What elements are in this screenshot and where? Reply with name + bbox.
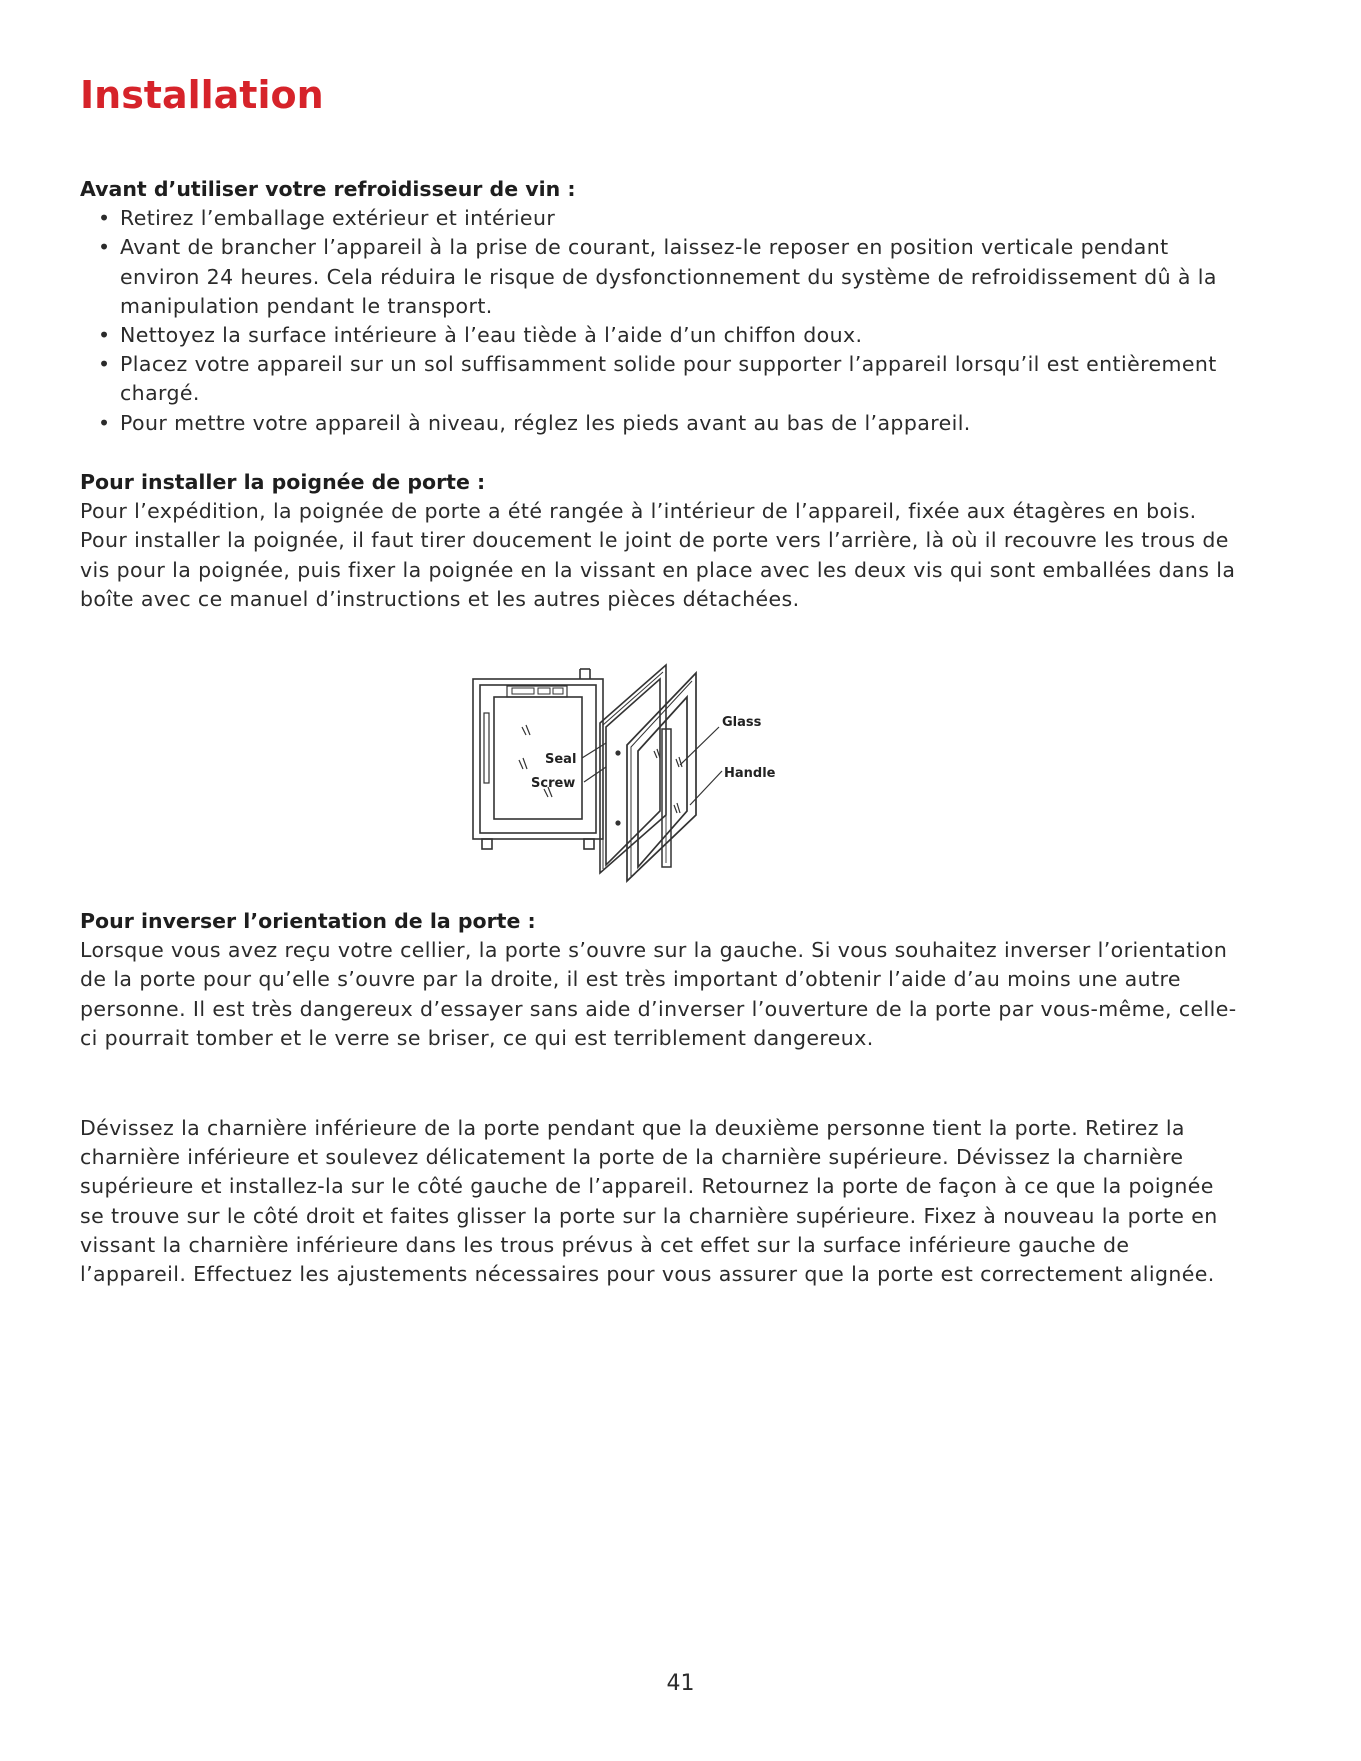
before-use-list: [80, 204, 1240, 438]
section-before-use: [80, 175, 1240, 438]
page-title: Installation: [80, 73, 324, 117]
screw-label: Screw: [531, 776, 576, 791]
handle-label: Handle: [724, 766, 776, 781]
section-reverse-steps: [80, 1114, 1240, 1289]
reverse-steps-paragraph: Dévissez la charnière inférieure de la porte pendant que la deuxième personne tient la porte. Retirez la charnière inférieure et soulevez délicatement la porte de la charnière supérieure. Dévissez la charnière supérieure et installez-la sur le côté gauche de l’appareil. Retournez la porte de façon à ce que la poignée se trouve sur le côté droit et faites glisser la porte sur la charnière supérieure. Fixez à nouveau la porte en vissant la charnière inférieure dans les trous prévus à cet effet sur la surface inférieure gauche de l’appareil. Effectuez les ajustements nécessaires pour vous assurer que la porte est correctement alignée.: [80, 1116, 1218, 1287]
section-heading-install-handle: Pour installer la poignée de porte :: [80, 470, 486, 494]
list-item: • Retirez l’emballage extérieur et intérieur: [80, 204, 1240, 233]
door-diagram-svg: [460, 655, 880, 885]
list-item: • Pour mettre votre appareil à niveau, réglez les pieds avant au bas de l’appareil.: [80, 409, 1240, 438]
door-seal-illustration: [600, 665, 666, 873]
door-glass-handle-illustration: [627, 673, 696, 881]
list-item: • Placez votre appareil sur un sol suffisamment solide pour supporter l’appareil lorsqu’il est entièrement chargé.: [80, 350, 1240, 408]
reverse-door-paragraph: Lorsque vous avez reçu votre cellier, la porte s’ouvre sur la gauche. Si vous souhaitez inverser l’orientation de la porte pour qu’elle s’ouvre par la droite, il est très important d’obtenir l’aide d’au moins une autre personne. Il est très dangereux d’essayer sans aide d’inverser l’ouverture de la porte par vous-même, celle-ci pourrait tomber et le verre se briser, ce qui est terriblement dangereux.: [80, 938, 1237, 1050]
page-number: 41: [666, 1671, 695, 1696]
section-install-handle: [80, 468, 1240, 614]
wine-cooler-illustration: [473, 669, 603, 849]
section-heading-before-use: Avant d’utiliser votre refroidisseur de vin :: [80, 177, 576, 201]
door-handle-diagram: [460, 655, 880, 885]
section-reverse-door: [80, 907, 1240, 1053]
section-heading-reverse-door: Pour inverser l’orientation de la porte :: [80, 909, 536, 933]
list-item: • Avant de brancher l’appareil à la prise de courant, laissez-le reposer en position verticale pendant environ 24 heures. Cela réduira le risque de dysfonctionnement du système de refroidissement dû à la manipulation pendant le transport.: [80, 233, 1240, 321]
list-item: • Nettoyez la surface intérieure à l’eau tiède à l’aide d’un chiffon doux.: [80, 321, 1240, 350]
seal-label: Seal: [545, 752, 577, 767]
glass-label: Glass: [722, 715, 762, 730]
install-handle-paragraph: Pour l’expédition, la poignée de porte a été rangée à l’intérieur de l’appareil, fixée aux étagères en bois. Pour installer la poignée, il faut tirer doucement le joint de porte vers l’arrière, là où il recouvre les trous de vis pour la poignée, puis fixer la poignée en la vissant en place avec les deux vis qui sont emballées dans la boîte avec ce manuel d’instructions et les autres pièces détachées.: [80, 499, 1236, 611]
